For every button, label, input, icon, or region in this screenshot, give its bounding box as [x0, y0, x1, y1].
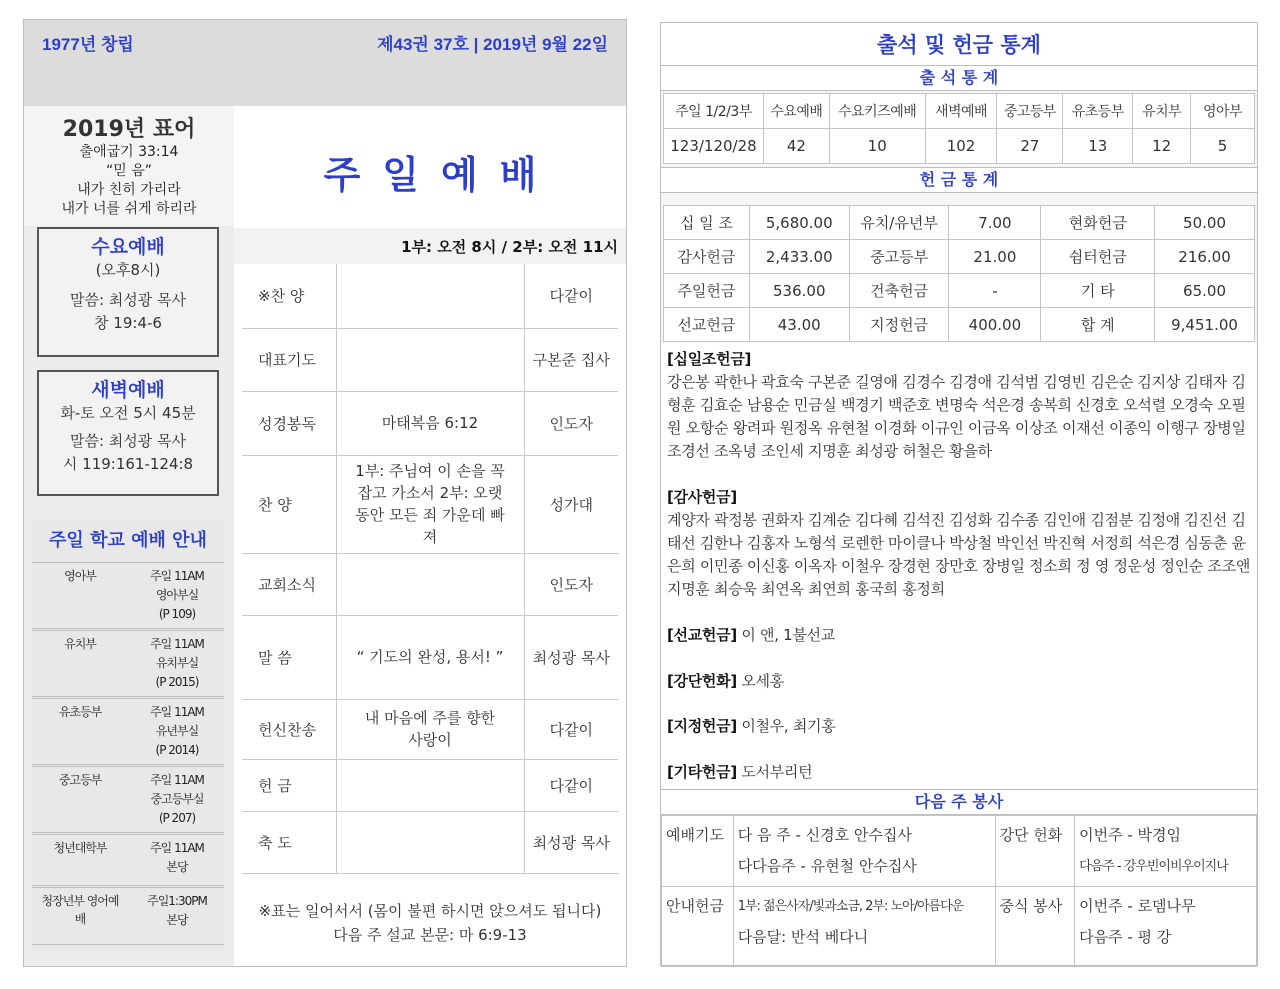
- next-week-row: [662, 816, 1257, 887]
- offering-names-label: [십일조헌금]: [667, 350, 752, 368]
- next-week-assignee: 다 음 주 - 신경호 안수집사: [737, 826, 912, 844]
- offering-amount: 21.00: [949, 240, 1041, 274]
- offering-table: [663, 205, 1255, 342]
- attendance-col-header: 영아부: [1191, 94, 1255, 129]
- school-info-line: 주일 11AM: [150, 841, 204, 855]
- motto-title: 2019년 표어: [62, 117, 196, 142]
- offering-label: 현화헌금: [1041, 206, 1155, 240]
- order-content: [336, 264, 524, 328]
- school-info-line: 주일 11AM: [150, 637, 204, 651]
- order-item: 교회소식: [242, 553, 336, 615]
- offering-amount: -: [949, 274, 1041, 308]
- offering-names-block: [667, 715, 1253, 738]
- school-dept: 청장년부 영어예배: [41, 894, 119, 926]
- order-content: [336, 811, 524, 873]
- order-row: [242, 264, 618, 328]
- offering-row: [664, 206, 1255, 240]
- attendance-value: 13: [1063, 129, 1133, 164]
- school-info-line: 주일 11AM: [150, 773, 204, 787]
- bulletin-right-page: [660, 22, 1258, 966]
- motto-line: 내가 너를 쉬게 하리라: [61, 201, 197, 217]
- wednesday-title: 수요예배: [91, 236, 165, 258]
- order-of-worship-table: [242, 264, 618, 874]
- school-info: [132, 839, 222, 877]
- school-info-line: 본당: [166, 913, 188, 927]
- school-info: [132, 703, 222, 760]
- order-leader: 인도자: [524, 391, 618, 455]
- order-item: ※찬 양: [242, 264, 336, 328]
- offering-names-block: [667, 348, 1253, 463]
- school-info-line: 유치부실: [155, 656, 199, 670]
- offering-names-label: [기타헌금]: [667, 763, 737, 781]
- order-item: 말 씀: [242, 615, 336, 699]
- offering-names-block: [667, 761, 1253, 784]
- next-week-assignee: 다음달: 반석 베다니: [737, 928, 869, 946]
- next-week-assignees: [733, 816, 995, 887]
- offering-label: 유치/유년부: [849, 206, 949, 240]
- order-item: 축 도: [242, 811, 336, 873]
- school-info: [132, 771, 222, 828]
- offering-names-label: [강단헌화]: [667, 672, 737, 690]
- next-week-header: 다음 주 봉사: [661, 789, 1257, 815]
- school-info-line: 유년부실: [155, 724, 199, 738]
- order-content: [336, 328, 524, 391]
- dawn-scripture: 시 119:161-124:8: [62, 455, 194, 473]
- dawn-service-box: [37, 370, 219, 496]
- attendance-header: 출 석 통 계: [661, 65, 1257, 91]
- offering-amount: 400.00: [949, 308, 1041, 342]
- wednesday-preacher: 말씀: 최성광 목사: [69, 291, 187, 309]
- offering-amount: 43.00: [749, 308, 849, 342]
- school-row: [32, 562, 224, 629]
- offering-label: 십 일 조: [664, 206, 750, 240]
- order-row: [242, 699, 618, 759]
- attendance-value: 12: [1133, 129, 1191, 164]
- offering-names: 이 앤, 1불선교: [741, 626, 835, 644]
- next-week-assignees: [1075, 887, 1257, 967]
- offering-label: 선교헌금: [664, 308, 750, 342]
- wednesday-scripture: 창 19:4-6: [94, 314, 162, 332]
- offering-names-block: [667, 486, 1253, 601]
- dawn-time: 화-토 오전 5시 45분: [60, 404, 196, 422]
- school-row: [32, 834, 224, 886]
- sunday-school-title: 주일 학교 예배 안내: [49, 530, 207, 551]
- next-week-role: 안내헌금: [662, 887, 734, 967]
- order-leader: 다같이: [524, 264, 618, 328]
- order-item: 성경봉독: [242, 391, 336, 455]
- attendance-value-row: [664, 129, 1255, 164]
- offering-names: 계양자 곽정봉 권화자 김계순 김다혜 김석진 김성화 김수종 김인애 김점분 김정애 김진선 김태선 김한나 김홍자 노형석 로렌한 마이클나 박상철 박인선 박진혁 서정희 석은경 심동춘 윤은희 이민종 이신홍 이옥자 이철우 장경현 장만호 장병일 정소희 정 영 정운성 정인순 조조앤 지명훈 최승욱 최연옥 최연희 홍국희 홍정희: [667, 511, 1251, 598]
- attendance-value: 5: [1191, 129, 1255, 164]
- school-dept: 중고등부: [58, 773, 102, 787]
- order-leader: 성가대: [524, 455, 618, 553]
- school-info-line: (P 2015): [155, 675, 199, 689]
- offering-header: 헌 금 통 계: [661, 167, 1257, 193]
- offering-names: 도서부리턴: [741, 763, 813, 781]
- order-row: [242, 328, 618, 391]
- attendance-col-header: 중고등부: [997, 94, 1063, 129]
- order-row: [242, 455, 618, 553]
- school-info: [132, 567, 222, 624]
- attendance-col-header: 유초등부: [1063, 94, 1133, 129]
- stats-title: 출석 및 헌금 통계: [877, 33, 1041, 57]
- standing-note: ※표는 일어서서 (몸이 불편 하시면 앉으셔도 됩니다): [258, 902, 602, 920]
- school-row: [32, 630, 224, 697]
- founded-label: 1977년 창립: [42, 35, 134, 54]
- school-dept: 유초등부: [58, 705, 102, 719]
- order-leader: 다같이: [524, 699, 618, 759]
- offering-row: [664, 308, 1255, 342]
- attendance-col-header: 유치부: [1133, 94, 1191, 129]
- order-leader: 다같이: [524, 759, 618, 811]
- attendance-value: 123/120/28: [664, 129, 764, 164]
- next-week-assignee: 다다음주 - 유현철 안수집사: [737, 857, 917, 875]
- motto-line: “믿 음”: [105, 163, 152, 179]
- offering-amount: 2,433.00: [749, 240, 849, 274]
- offering-label: 쉼터헌금: [1041, 240, 1155, 274]
- order-content: [336, 759, 524, 811]
- offering-names-label: [선교헌금]: [667, 626, 737, 644]
- order-content: “ 기도의 완성, 용서! ”: [336, 615, 524, 699]
- worship-title-box: [234, 106, 626, 228]
- offering-amount: 5,680.00: [749, 206, 849, 240]
- order-row: [242, 553, 618, 615]
- attendance-value: 27: [997, 129, 1063, 164]
- attendance-value: 10: [829, 129, 925, 164]
- offering-names-label: [감사헌금]: [667, 488, 737, 506]
- offering-label: 주일헌금: [664, 274, 750, 308]
- service-times-band: [234, 228, 626, 264]
- order-item: 헌신찬송: [242, 699, 336, 759]
- school-info-line: 영아부실: [155, 588, 199, 602]
- sunday-school-box: [32, 520, 224, 950]
- dawn-preacher: 말씀: 최성광 목사: [69, 432, 187, 450]
- order-leader: 최성광 목사: [524, 811, 618, 873]
- order-item: 찬 양: [242, 455, 336, 553]
- attendance-value: 42: [763, 129, 829, 164]
- order-content: 마태복음 6:12: [336, 391, 524, 455]
- offering-amount: 50.00: [1155, 206, 1255, 240]
- school-info: [132, 892, 222, 930]
- offering-names-label: [지정헌금]: [667, 717, 737, 735]
- school-info-line: 본당: [166, 860, 188, 874]
- order-row: [242, 615, 618, 699]
- order-content: 1부: 주님여 이 손을 꼭 잡고 가소서 2부: 오랫동안 모든 죄 가운데 빠져: [336, 455, 524, 553]
- offering-label: 건축헌금: [849, 274, 949, 308]
- offering-label: 기 타: [1041, 274, 1155, 308]
- wednesday-time: (오후8시): [95, 261, 161, 279]
- offering-row: [664, 240, 1255, 274]
- offering-amount: 7.00: [949, 206, 1041, 240]
- school-row: [32, 698, 224, 765]
- order-row: [242, 391, 618, 455]
- next-week-assignee: 이번주 - 박경임: [1079, 826, 1182, 844]
- next-week-assignees: [1075, 816, 1257, 887]
- order-leader: 구본준 집사: [524, 328, 618, 391]
- attendance-header-row: [664, 94, 1255, 129]
- next-week-role: 예배기도: [662, 816, 734, 887]
- offering-amount: 216.00: [1155, 240, 1255, 274]
- next-week-row: [662, 887, 1257, 967]
- wednesday-service-box: [37, 227, 219, 357]
- next-week-table: [661, 815, 1257, 967]
- offering-label: 합 계: [1041, 308, 1155, 342]
- next-week-assignee: 1부: 젊은사자/빛과소금, 2부: 노아/아름다운: [737, 899, 964, 914]
- offering-label: 감사헌금: [664, 240, 750, 274]
- school-info-line: 주일 11AM: [150, 569, 204, 583]
- next-week-assignees: [733, 887, 995, 967]
- school-info-line: (P 109): [158, 607, 196, 621]
- order-item: 대표기도: [242, 328, 336, 391]
- offering-names: 강은봉 곽한나 곽효숙 구본준 길영애 김경수 김경애 김석범 김영빈 김은순 김지상 김태자 김형훈 김효순 남용순 민금실 백경기 백준호 변명숙 석은경 송복희 신경호 오석렬 오경숙 오필원 오항순 왕려파 원정옥 유현철 이경화 이규인 이금옥 이상조 이재선 이종익 이행구 장병일 조경선 조옥녕 조인세 지명훈 최성광 허철은 황을하: [667, 373, 1246, 460]
- school-info-line: 중고등부실: [150, 792, 204, 806]
- attendance-col-header: 새벽예배: [925, 94, 997, 129]
- school-dept: 유치부: [64, 637, 96, 651]
- motto-box: [24, 106, 234, 226]
- order-item: 헌 금: [242, 759, 336, 811]
- offering-label: 지정헌금: [849, 308, 949, 342]
- issue-label: 제43권 37호 | 2019년 9월 22일: [377, 35, 608, 54]
- school-info-line: 주일1:30PM: [147, 894, 207, 908]
- attendance-value: 102: [925, 129, 997, 164]
- service-times: 1부: 오전 8시 / 2부: 오전 11시: [401, 238, 618, 256]
- school-row: [32, 887, 224, 945]
- attendance-col-header: 주일 1/2/3부: [664, 94, 764, 129]
- order-row: [242, 759, 618, 811]
- offering-amount: 9,451.00: [1155, 308, 1255, 342]
- next-week-role: 중식 봉사: [995, 887, 1075, 967]
- offering-names-block: [667, 670, 1253, 693]
- attendance-col-header: 수요키즈예배: [829, 94, 925, 129]
- order-content: [336, 553, 524, 615]
- next-week-assignee: 다음주 - 평 강: [1079, 928, 1172, 946]
- school-info: [132, 635, 222, 692]
- offering-row: [664, 274, 1255, 308]
- school-dept: 청년대학부: [53, 841, 107, 855]
- next-week-assignee: 다음주 - 강우빈이비우이지나: [1079, 859, 1228, 874]
- offering-label: 중고등부: [849, 240, 949, 274]
- school-info-line: 주일 11AM: [150, 705, 204, 719]
- offering-names-block: [667, 624, 1253, 647]
- worship-title: 주일예배: [323, 153, 559, 197]
- order-row: [242, 811, 618, 873]
- order-leader: 인도자: [524, 553, 618, 615]
- school-info-line: (P 2014): [155, 743, 199, 757]
- school-row: [32, 766, 224, 833]
- next-week-role: 강단 헌화: [995, 816, 1075, 887]
- motto-line: 출애굽기 33:14: [79, 144, 179, 160]
- attendance-table: [663, 93, 1255, 164]
- offering-names: 이철우, 최기홍: [741, 717, 836, 735]
- next-week-assignee: 이번주 - 로뎀나무: [1079, 897, 1196, 915]
- bulletin-left-page: [23, 19, 627, 967]
- offering-amount: 65.00: [1155, 274, 1255, 308]
- motto-line: 내가 친히 가리라: [77, 182, 181, 198]
- school-dept: 영아부: [64, 569, 96, 583]
- dawn-title: 새벽예배: [91, 379, 165, 401]
- next-sermon-text: 다음 주 설교 본문: 마 6:9-13: [333, 926, 527, 944]
- school-info-line: (P 207): [158, 811, 196, 825]
- attendance-col-header: 수요예배: [763, 94, 829, 129]
- order-leader: 최성광 목사: [524, 615, 618, 699]
- offering-amount: 536.00: [749, 274, 849, 308]
- offering-names: 오세홍: [741, 672, 784, 690]
- order-content: 내 마음에 주를 향한 사랑이: [336, 699, 524, 759]
